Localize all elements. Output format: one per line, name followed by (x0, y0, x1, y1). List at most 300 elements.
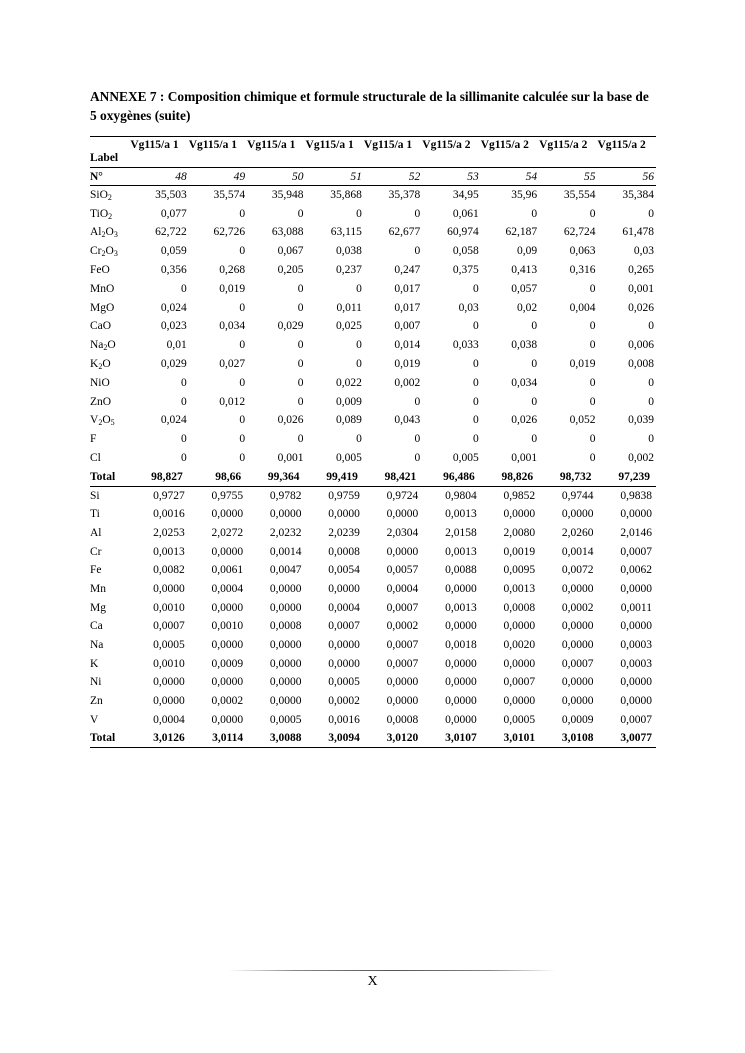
cation-value: 0,0000 (386, 545, 419, 558)
oxide-value: 0,019 (219, 282, 246, 295)
oxide-value: 63,088 (271, 226, 304, 239)
oxide-value: 0 (180, 282, 187, 295)
cation-value: 0,0005 (328, 676, 360, 689)
oxide-value: 0,413 (511, 264, 538, 277)
cation-value: 0,0005 (153, 639, 185, 652)
oxide-value: 0 (648, 207, 654, 220)
oxide-formula-part: O (102, 358, 111, 371)
cation-total-value: 3,0107 (445, 732, 477, 745)
oxide-value: 0,03 (458, 301, 479, 314)
analysis-number: 54 (525, 170, 538, 183)
cation-value: 0,0004 (211, 583, 244, 596)
oxide-total-value: 98,826 (501, 470, 534, 483)
cation-value: 2,0158 (445, 526, 477, 539)
cation-name: Cr (90, 545, 102, 558)
oxide-name (90, 298, 130, 317)
cation-total-value: 3,0088 (269, 732, 302, 745)
cation-value: 0,0002 (561, 601, 594, 614)
oxide-row (90, 204, 656, 223)
cation-value: 0,9744 (561, 489, 594, 502)
oxide-value: 0 (531, 433, 538, 446)
oxide-value: 0,089 (336, 414, 362, 427)
cation-row (90, 542, 656, 561)
oxide-name (90, 336, 130, 355)
cation-value: 0,0007 (386, 601, 419, 614)
oxide-value: 0 (180, 433, 187, 446)
oxide-value: 0,024 (160, 414, 187, 427)
oxide-formula-part: FeO (90, 264, 110, 277)
oxide-value: 0 (414, 433, 421, 446)
oxide-value: 0 (239, 433, 246, 446)
cation-value: 0,9852 (503, 489, 536, 502)
oxide-formula-part: V (90, 414, 99, 427)
cation-value: 0,0020 (503, 639, 536, 652)
oxide-value: 0,063 (569, 245, 596, 258)
oxide-formula-part: Cl (90, 452, 101, 465)
cation-value: 2,0253 (153, 526, 185, 539)
oxide-subscript: 2 (101, 230, 106, 240)
oxide-formula-part: SiO (90, 189, 108, 202)
cation-value: 0,0000 (445, 657, 477, 670)
oxide-value: 0 (239, 376, 246, 389)
cation-value: 0,0003 (620, 657, 652, 670)
cation-name: Zn (90, 695, 103, 708)
cation-value: 0,9804 (445, 489, 477, 502)
analysis-number: 56 (642, 170, 654, 183)
sample-label: Vg115/a 2 (539, 139, 588, 151)
oxide-value: 0,001 (628, 282, 654, 295)
oxide-value: 0,029 (160, 358, 187, 371)
cation-value: 0,0000 (269, 508, 302, 521)
oxide-value: 0,001 (511, 452, 538, 465)
oxide-value: 0,01 (166, 339, 187, 352)
cation-value: 0,0007 (386, 657, 419, 670)
oxide-value: 0 (589, 433, 596, 446)
sample-label: Vg115/a 1 (363, 139, 413, 151)
oxide-value: 35,503 (155, 189, 187, 202)
oxide-value: 0,005 (452, 452, 479, 465)
cation-name: Si (90, 489, 100, 502)
analysis-number: 55 (583, 170, 596, 183)
oxide-row (90, 336, 656, 355)
cation-name: Ni (90, 676, 102, 689)
oxide-formula-part: NiO (90, 376, 110, 389)
cation-value: 0,0000 (211, 601, 244, 614)
cation-value: 0,0010 (153, 657, 185, 670)
oxide-total-value: 98,66 (215, 470, 242, 483)
oxide-value: 0 (297, 358, 304, 371)
cation-name: Ca (90, 620, 103, 633)
analysis-number: 52 (408, 170, 421, 183)
cation-value: 0,0000 (620, 508, 652, 521)
cation-name: Al (90, 526, 102, 539)
oxide-value: 35,378 (388, 189, 421, 202)
oxide-value: 0,038 (336, 245, 362, 258)
cation-value: 0,0013 (445, 545, 477, 558)
oxide-value: 0 (589, 395, 596, 408)
oxide-row (90, 430, 656, 449)
oxide-value: 0 (356, 282, 362, 295)
cation-value: 0,0000 (445, 583, 477, 596)
oxide-value: 0,012 (219, 395, 246, 408)
cation-value: 0,0009 (211, 657, 244, 670)
cation-row (90, 654, 656, 673)
cation-value: 0,0095 (503, 564, 536, 577)
oxide-subscript: 5 (110, 418, 115, 428)
cation-row (90, 524, 656, 543)
cation-value: 0,0013 (153, 545, 185, 558)
cation-name: Mg (90, 601, 106, 614)
oxide-row (90, 298, 656, 317)
oxide-value: 0,038 (511, 339, 538, 352)
cation-value: 0,0000 (153, 583, 185, 596)
oxide-value: 0,014 (394, 339, 421, 352)
oxide-value: 0,029 (277, 320, 304, 333)
oxide-value: 0 (472, 376, 479, 389)
cation-value: 0,0000 (153, 676, 185, 689)
oxide-total-value: 97,239 (618, 470, 650, 483)
oxide-value: 0,025 (336, 320, 362, 333)
cation-value: 0,0019 (503, 545, 536, 558)
oxide-value: 0 (472, 414, 479, 427)
cation-value: 0,0000 (503, 657, 536, 670)
oxide-value: 0,002 (628, 452, 654, 465)
oxide-value: 0 (648, 376, 654, 389)
oxide-name (90, 449, 130, 468)
oxide-value: 0 (589, 207, 596, 220)
oxide-formula-part: MnO (90, 282, 115, 295)
cation-value: 0,0000 (561, 583, 594, 596)
oxide-value: 0,019 (394, 358, 421, 371)
oxide-value: 0,058 (452, 245, 479, 258)
sample-label: Vg115/a 2 (422, 139, 471, 151)
cation-value: 0,0000 (620, 676, 652, 689)
oxide-value: 35,96 (511, 189, 538, 202)
oxide-value: 0 (648, 395, 654, 408)
cation-value: 0,0000 (269, 583, 302, 596)
cation-value: 2,0080 (503, 526, 536, 539)
analysis-number: 50 (292, 170, 304, 183)
oxide-total-value: 99,419 (326, 470, 358, 483)
cation-value: 0,0000 (328, 583, 360, 596)
oxide-formula-part: O (107, 339, 116, 352)
oxide-value: 35,948 (271, 189, 304, 202)
cation-row (90, 617, 656, 636)
cation-row (90, 673, 656, 692)
cation-value: 0,0008 (503, 601, 536, 614)
cation-value: 0,0000 (328, 508, 360, 521)
oxide-value: 0 (648, 433, 654, 446)
oxide-value: 0 (531, 395, 538, 408)
oxide-value: 0,009 (336, 395, 362, 408)
oxide-formula-part: Al (90, 226, 102, 239)
cation-value: 0,0007 (620, 545, 652, 558)
oxide-value: 0 (356, 358, 362, 371)
oxide-value: 0,316 (569, 264, 596, 277)
cation-value: 0,0004 (386, 583, 419, 596)
oxide-value: 62,726 (213, 226, 246, 239)
oxide-value: 0,007 (394, 320, 421, 333)
oxide-formula-part: Cr (90, 245, 102, 258)
cation-value: 0,0000 (328, 657, 360, 670)
oxide-value: 0,061 (452, 207, 479, 220)
cation-name: K (90, 657, 99, 670)
oxide-row (90, 242, 656, 261)
oxide-value: 0,034 (511, 376, 538, 389)
oxide-value: 0,03 (633, 245, 654, 258)
cation-value: 0,9838 (620, 489, 652, 502)
cation-value: 0,0008 (269, 620, 302, 633)
oxide-value: 0,033 (452, 339, 479, 352)
cation-value: 0,0000 (620, 583, 652, 596)
cation-total-value: 3,0114 (212, 732, 244, 745)
cation-value: 0,0002 (328, 695, 360, 708)
oxide-formula-part: MgO (90, 301, 115, 314)
cation-value: 0,0000 (386, 695, 419, 708)
cation-total-value: 3,0120 (386, 732, 419, 745)
oxide-total-row (90, 467, 656, 486)
oxide-value: 62,677 (388, 226, 421, 239)
sample-label: Vg115/a 1 (247, 139, 296, 151)
cation-value: 2,0304 (386, 526, 419, 539)
cation-value: 0,0000 (386, 676, 419, 689)
cation-value: 0,0009 (561, 713, 594, 726)
oxide-value: 0 (297, 301, 304, 314)
oxide-value: 0 (472, 395, 479, 408)
oxide-formula-part: O (102, 414, 111, 427)
oxide-value: 0 (531, 207, 538, 220)
oxide-formula-part: CaO (90, 320, 112, 333)
cation-value: 0,0000 (269, 676, 302, 689)
cation-value: 0,0000 (269, 657, 302, 670)
page-title: ANNEXE 7 : Composition chimique et formule structurale de la sillimanite calculée sur la base de 5 oxygènes (suite) (90, 89, 649, 123)
oxide-total-value: 96,486 (443, 470, 475, 483)
cation-row (90, 580, 656, 599)
oxide-value: 61,478 (622, 226, 654, 239)
oxide-value: 0,052 (569, 414, 596, 427)
oxide-formula-part: F (90, 433, 97, 446)
oxide-row (90, 449, 656, 468)
oxide-value: 0,008 (628, 358, 654, 371)
cation-value: 0,0000 (211, 508, 244, 521)
oxide-value: 0 (472, 282, 479, 295)
oxide-formula-part: Na (90, 339, 104, 352)
oxide-value: 0,039 (628, 414, 654, 427)
cation-row (90, 636, 656, 655)
oxide-value: 0,019 (569, 358, 596, 371)
cation-value: 0,0000 (211, 639, 244, 652)
oxide-formula-part: K (90, 358, 99, 371)
oxide-name (90, 430, 130, 449)
oxide-value: 0,026 (628, 301, 654, 314)
cation-value: 0,0082 (153, 564, 185, 577)
sample-label: Vg115/a 2 (597, 139, 646, 151)
oxide-value: 0,067 (277, 245, 304, 258)
oxide-value: 0,027 (219, 358, 246, 371)
cation-total-value: 3,0077 (620, 732, 652, 745)
cation-value: 0,0004 (153, 713, 185, 726)
analysis-number: 53 (467, 170, 479, 183)
sample-label: Vg115/a 1 (188, 139, 237, 151)
label-heading: Label (90, 152, 119, 164)
cation-value: 0,0010 (211, 620, 244, 633)
footer-divider (228, 970, 556, 971)
oxide-formula-part: O (105, 245, 114, 258)
oxide-value: 35,868 (330, 189, 362, 202)
oxide-name (90, 223, 130, 242)
cation-row (90, 486, 656, 505)
oxide-subscript: 2 (108, 211, 113, 221)
number-heading: N° (90, 170, 103, 183)
cation-total-value: 3,0126 (153, 732, 185, 745)
oxide-value: 0 (239, 301, 246, 314)
oxide-formula-part: O (105, 226, 114, 239)
oxide-total-value: 98,732 (559, 470, 592, 483)
cation-value: 2,0146 (620, 526, 652, 539)
cation-value: 0,0000 (153, 695, 185, 708)
oxide-subscript: 2 (98, 418, 103, 428)
oxide-formula-part: ZnO (90, 395, 112, 408)
oxide-value: 0,017 (394, 301, 421, 314)
oxide-name (90, 261, 130, 280)
cation-value: 0,0000 (445, 676, 477, 689)
oxide-value: 0,247 (394, 264, 421, 277)
oxide-value: 35,554 (563, 189, 596, 202)
cation-value: 2,0239 (328, 526, 360, 539)
oxide-value: 62,722 (155, 226, 187, 239)
oxide-value: 0,005 (336, 452, 362, 465)
cation-value: 0,0061 (211, 564, 244, 577)
oxide-value: 0,017 (394, 282, 421, 295)
cation-value: 0,0072 (561, 564, 594, 577)
oxide-total-value: 98,421 (384, 470, 417, 483)
cation-row (90, 505, 656, 524)
oxide-value: 0 (414, 452, 421, 465)
cation-value: 0,0047 (269, 564, 302, 577)
oxide-subscript: 3 (113, 230, 118, 240)
cation-name: V (90, 713, 99, 726)
cation-value: 0,0000 (269, 695, 302, 708)
cation-value: 0,9724 (386, 489, 419, 502)
cation-name: Mn (90, 583, 106, 596)
oxide-value: 0,022 (336, 376, 362, 389)
cation-value: 0,0000 (211, 713, 244, 726)
oxide-name (90, 355, 130, 374)
cation-value: 0,0000 (503, 620, 536, 633)
oxide-value: 0 (414, 245, 421, 258)
cation-value: 0,0000 (620, 620, 652, 633)
cation-name: Na (90, 639, 104, 652)
oxide-value: 0 (297, 282, 304, 295)
oxide-value: 0 (472, 358, 479, 371)
oxide-name (90, 392, 130, 411)
oxide-value: 0,024 (160, 301, 187, 314)
cation-value: 0,0007 (153, 620, 185, 633)
oxide-value: 0,004 (569, 301, 596, 314)
oxide-value: 0 (589, 452, 596, 465)
cation-row (90, 711, 656, 730)
oxide-value: 0 (414, 395, 421, 408)
oxide-value: 62,724 (563, 226, 596, 239)
cation-value: 0,0002 (211, 695, 244, 708)
cation-value: 0,0007 (561, 657, 594, 670)
cation-value: 0,0062 (620, 564, 652, 577)
sillimanite-composition-table (90, 136, 656, 748)
oxide-value: 0,375 (452, 264, 479, 277)
oxide-value: 0 (589, 320, 596, 333)
cation-value: 0,0005 (503, 713, 536, 726)
oxide-value: 0,006 (628, 339, 654, 352)
oxide-row (90, 373, 656, 392)
oxide-subscript: 3 (113, 249, 118, 259)
cation-value: 0,0013 (503, 583, 536, 596)
oxide-value: 60,974 (447, 226, 479, 239)
oxide-value: 0,265 (628, 264, 654, 277)
oxide-value: 0 (239, 245, 246, 258)
cation-value: 0,0000 (503, 695, 536, 708)
cation-value: 0,0088 (445, 564, 477, 577)
oxide-value: 0,026 (511, 414, 538, 427)
oxide-value: 0 (239, 339, 246, 352)
oxide-value: 0 (589, 376, 596, 389)
cation-row (90, 692, 656, 711)
oxide-value: 0 (531, 358, 538, 371)
cation-value: 0,0008 (328, 545, 360, 558)
cation-value: 0,0007 (386, 639, 419, 652)
cation-value: 0,0000 (445, 713, 477, 726)
oxide-row (90, 317, 656, 336)
sample-label: Vg115/a 1 (305, 139, 354, 151)
cation-value: 0,0000 (445, 695, 477, 708)
cation-value: 0,0054 (328, 564, 360, 577)
oxide-value: 0,237 (336, 264, 362, 277)
cation-value: 0,0014 (269, 545, 302, 558)
oxide-subscript: 2 (101, 249, 106, 259)
oxide-value: 0,034 (219, 320, 246, 333)
oxide-value: 0,057 (511, 282, 538, 295)
oxide-value: 0 (239, 207, 246, 220)
cation-value: 0,0000 (211, 545, 244, 558)
oxide-row (90, 223, 656, 242)
oxide-value: 0 (180, 395, 187, 408)
cation-value: 0,0000 (386, 508, 419, 521)
oxide-value: 0 (239, 414, 246, 427)
cation-value: 0,0000 (211, 676, 244, 689)
sample-label: Vg115/a 2 (480, 139, 529, 151)
cation-value: 0,0016 (328, 713, 360, 726)
cation-value: 0,9755 (211, 489, 244, 502)
oxide-value: 0 (180, 376, 187, 389)
cation-value: 0,0014 (561, 545, 594, 558)
cation-value: 0,0013 (445, 601, 477, 614)
total-label: Total (90, 732, 116, 745)
oxide-value: 0 (356, 207, 362, 220)
oxide-value: 0 (356, 433, 362, 446)
oxide-total-value: 99,364 (267, 470, 300, 483)
oxide-value: 0,09 (516, 245, 538, 258)
cation-value: 0,0018 (445, 639, 477, 652)
oxide-value: 0,002 (394, 376, 421, 389)
oxide-value: 0,043 (394, 414, 421, 427)
oxide-name (90, 242, 130, 261)
oxide-row (90, 279, 656, 298)
oxide-value: 0 (297, 207, 304, 220)
oxide-value: 35,574 (213, 189, 246, 202)
cation-value: 0,9782 (269, 489, 302, 502)
cation-value: 0,0003 (620, 639, 652, 652)
cation-value: 0,0016 (153, 508, 185, 521)
cation-value: 0,0011 (620, 601, 652, 614)
